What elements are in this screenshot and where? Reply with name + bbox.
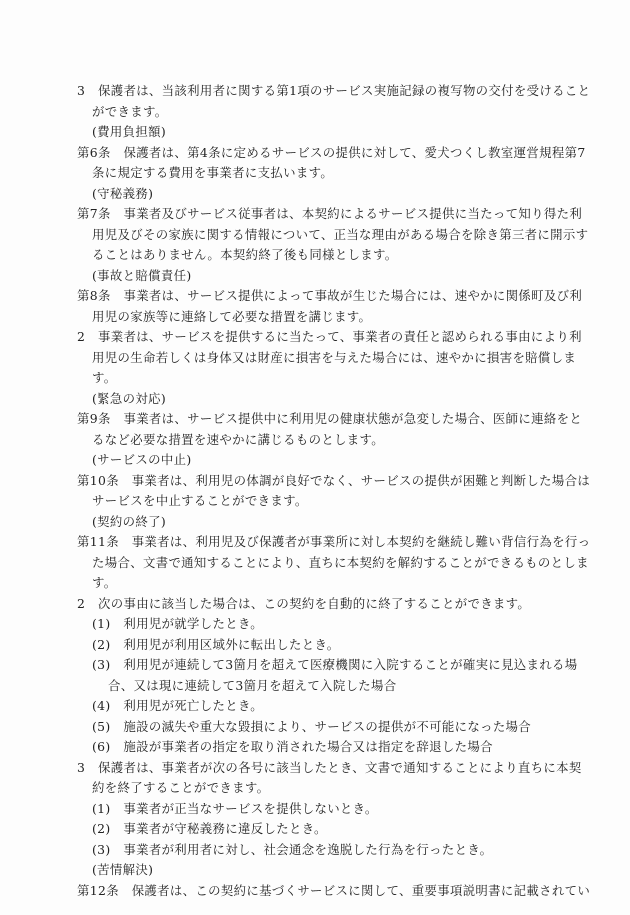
document-line: ができます。 [92, 103, 168, 119]
document-line: ることはありません。本契約終了後も同様とします。 [92, 247, 398, 262]
document-line: 第8条 事業者は、サービス提供によって事故が生じた場合には、速やかに関係町及び利 [77, 288, 583, 303]
document-line: るなど必要な措置を速やかに講じるものとします。 [92, 431, 385, 447]
document-line: す。 [92, 370, 117, 385]
document-line: 合、又は現に連続して3箇月を超えて入院した場合 [108, 677, 397, 693]
document-line: 用児の家族等に連絡して必要な措置を講じます。 [92, 308, 372, 324]
document-line: (苦情解決) [92, 862, 154, 877]
document-line: (守秘義務) [92, 185, 154, 201]
document-line: 第11条 事業者は、利用児及び保護者が事業所に対し本契約を継続し難い背信行為を行っ [77, 534, 591, 549]
document-line: 第12条 保護者は、この契約に基づくサービスに関して、重要事項説明書に記載されてい [77, 882, 591, 898]
document-line: (契約の終了) [92, 513, 167, 529]
document-line: (1) 利用児が就学したとき。 [92, 616, 263, 631]
document-line: (4) 利用児が死亡したとき。 [92, 698, 263, 713]
document-line: (3) 事業者が利用者に対し、社会通念を逸脱した行為を行ったとき。 [92, 841, 493, 857]
document-line: 条に規定する費用を事業者に支払います。 [92, 165, 334, 180]
document-line: 第9条 事業者は、サービス提供中に利用児の健康状態が急変した場合、医師に連絡をと [77, 411, 583, 426]
document-line: 第6条 保護者は、第4条に定めるサービスの提供に対して、愛犬つくし教室運営規程第7 [77, 144, 586, 160]
document-line: (緊急の対応) [92, 390, 167, 406]
document-line: す。 [92, 575, 117, 590]
document-line: (費用負担額) [92, 124, 167, 139]
document-line: (1) 事業者が正当なサービスを提供しないとき。 [92, 800, 378, 816]
document-line: 2 次の事由に該当した場合は、この契約を自動的に終了することができます。 [77, 595, 531, 611]
document-line: (2) 事業者が守秘義務に違反したとき。 [92, 821, 327, 836]
document-line: 第10条 事業者は、利用児の体調が良好でなく、サービスの提供が困難と判断した場合は [77, 472, 591, 488]
document-line: 第7条 事業者及びサービス従事者は、本契約によるサービス提供に当たって知り得た利 [77, 206, 583, 221]
document-line: (事故と賠償責任) [92, 267, 192, 283]
document-line: 用児及びその家族に関する情報について、正当な理由がある場合を除き第三者に開示す [92, 226, 589, 242]
document-line: 用児の生命若しくは身体又は財産に損害を与えた場合には、速やかに損害を賠償しま [92, 349, 577, 365]
document-line: 約を終了することができます。 [92, 780, 270, 795]
document-line: 2 事業者は、サービスを提供するに当たって、事業者の責任と認められる事由により利 [77, 329, 582, 344]
document-line: 3 保護者は、事業者が次の各号に該当したとき、文書で通知することにより直ちに本契 [77, 759, 582, 775]
document-line: 3 保護者は、当該利用者に関する第1項のサービス実施記録の複写物の交付を受けること [77, 83, 591, 98]
document-line: (3) 利用児が連続して3箇月を超えて医療機関に入院することが確実に見込まれる場 [92, 657, 578, 672]
document-line: た場合、文書で通知することにより、直ちに本契約を解約することができるものとしま [92, 554, 589, 570]
document-line: (6) 施設が事業者の指定を取り消された場合又は指定を辞退した場合 [92, 739, 493, 754]
document-line: (サービスの中止) [92, 452, 192, 467]
document-line: (5) 施設の滅失や重大な毀損により、サービスの提供が不可能になった場合 [92, 718, 532, 734]
document-line: (2) 利用児が利用区域外に転出したとき。 [92, 636, 340, 652]
document-line: サービスを中止することができます。 [92, 493, 308, 508]
